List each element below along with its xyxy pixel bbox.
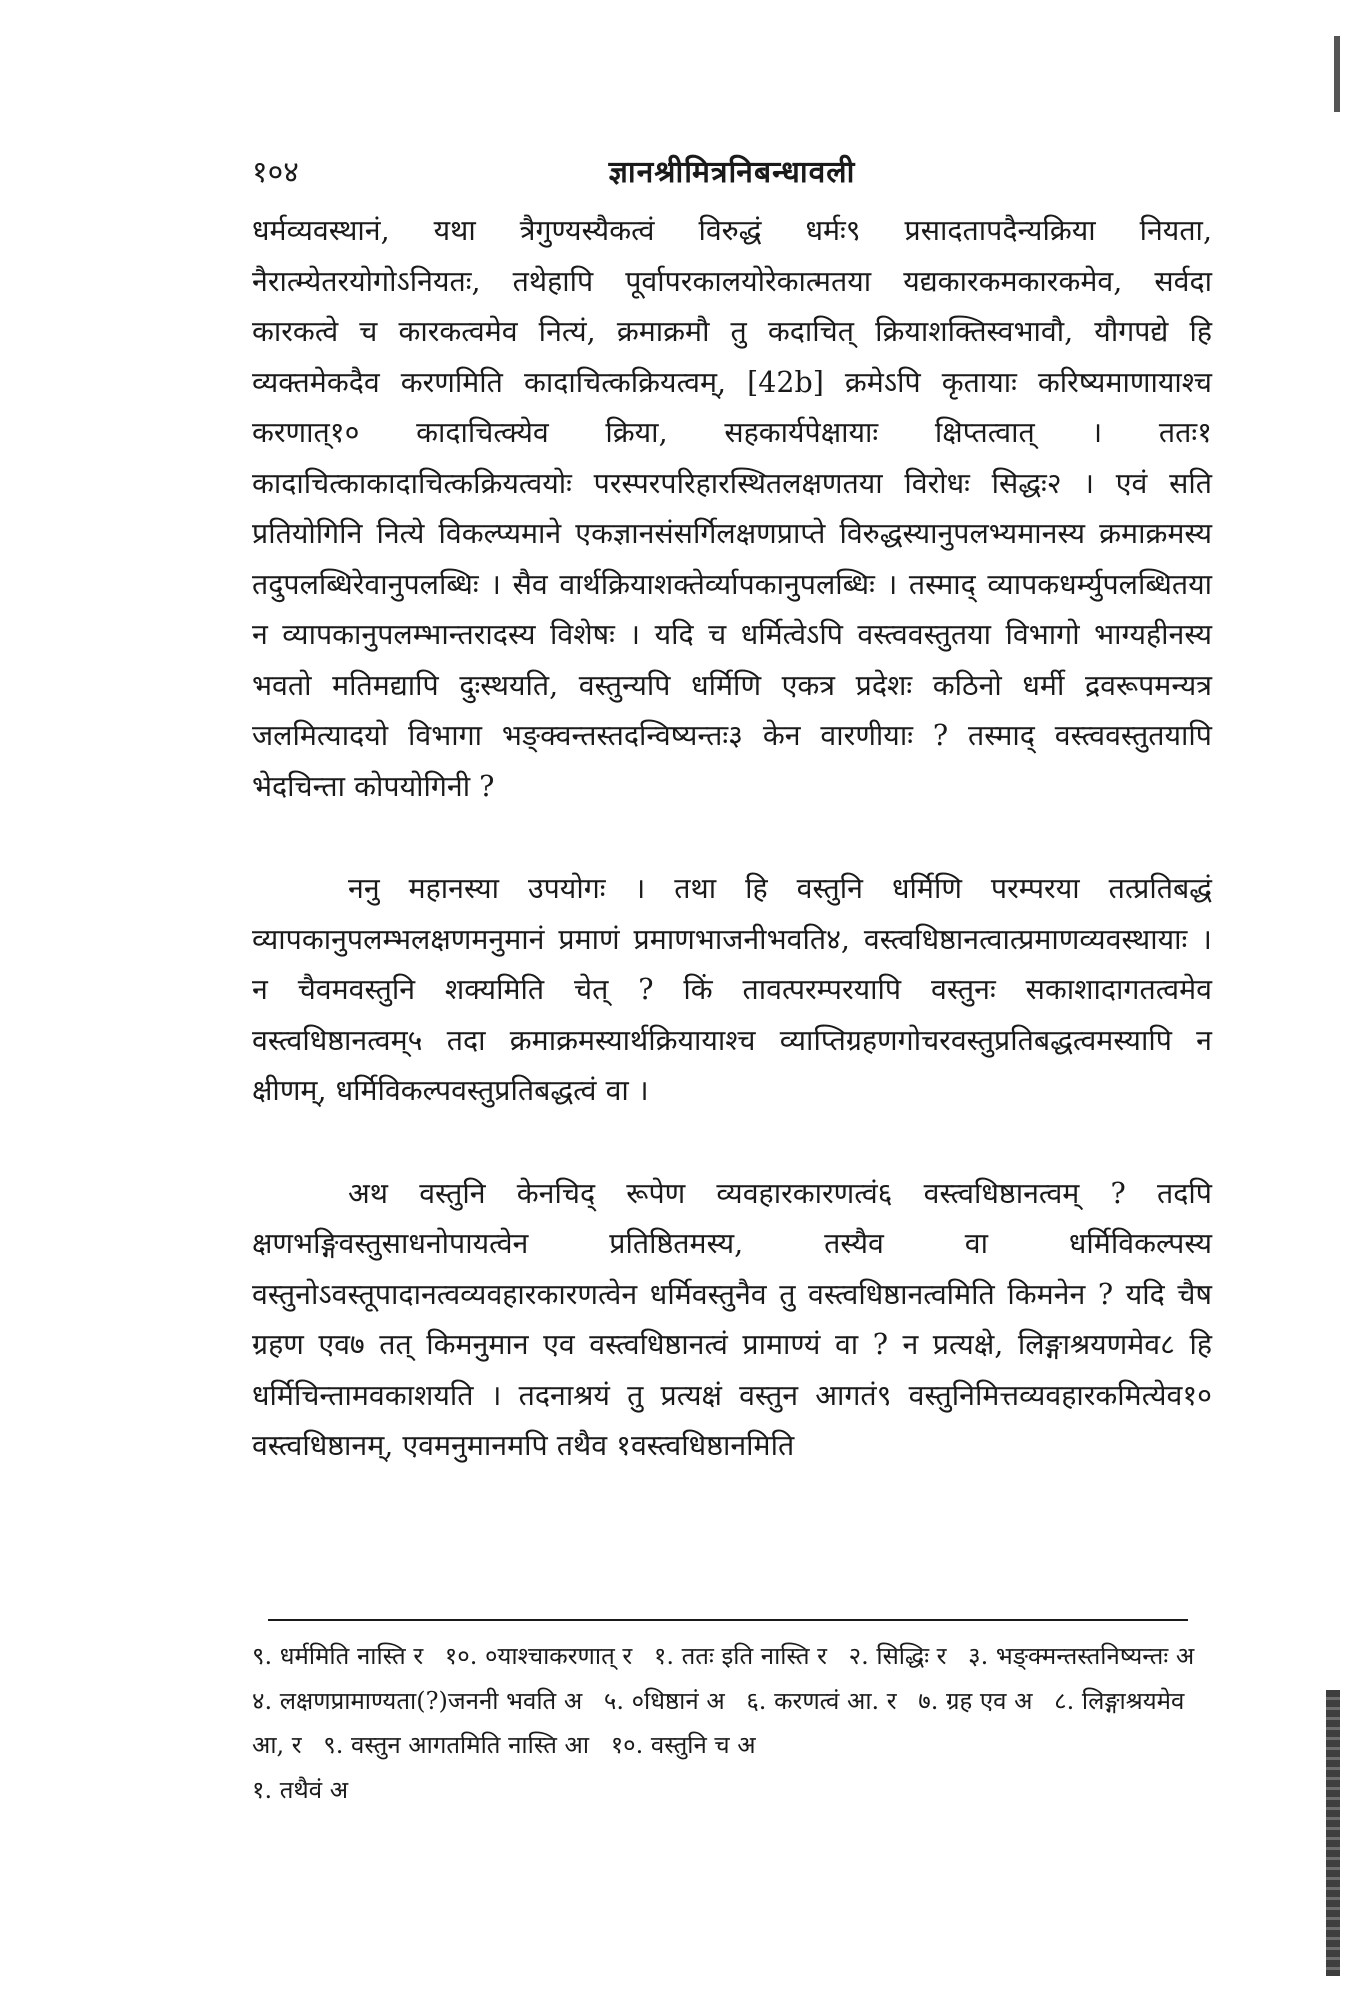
footnote-item: १०. वस्तुनि च अ: [610, 1731, 756, 1759]
scan-edge-mark-bottom: [1326, 1690, 1340, 1976]
paragraph-3: अथ वस्तुनि केनचिद् रूपेण व्यवहारकारणत्वं६ वस्त्वधिष्ठानत्वम् ? तदपि क्षणभङ्गिवस्तुसाधनोपायत्वेन प्रतिष्ठितमस्य, तस्यैव वा धर्मिविकल्पस्य वस्तुनोऽवस्तूपादानत्वव्यवहारकारणत्वेन धर्मिवस्तुनैव तु वस्त्वधिष्ठानत्वमिति किमनेन ? यदि चैष ग्रहण एव७ तत् किमनुमान एव वस्त्वधिष्ठानत्वं प्रामाण्यं वा ? न प्रत्यक्षे, लिङ्गाश्रयणमेव८ हि धर्मिचिन्तामवकाशयति । तदनाश्रयं तु प्रत्यक्षं वस्तुन आगतं९ वस्तुनिमित्तव्यवहारकमित्येव१० वस्त्वधिष्ठानम्, एवमनुमानमपि तथैव १वस्त्वधिष्ठानमिति: [252, 1176, 1212, 1462]
footnote-item: ४. लक्षणप्रामाण्यता(?)जननी भवति अ: [252, 1686, 583, 1715]
footnotes: [252, 1634, 1212, 1812]
footnote-item: १. तथैवं अ: [252, 1775, 349, 1804]
footnote-item: ७. ग्रह एव अ: [918, 1686, 1033, 1715]
page-header: [252, 146, 1212, 196]
footnote-item: २. सिद्धिः र: [848, 1642, 947, 1670]
footnote-item: १. ततः इति नास्ति र: [653, 1642, 827, 1670]
footnote-divider: [268, 1619, 1188, 1621]
paragraph-1: धर्मव्यवस्थानं, यथा त्रैगुण्यस्यैकत्वं विरुद्धं धर्मः९ प्रसादतापदैन्यक्रिया नियता, नैरात्म्येतरयोगोऽनियतः, तथेहापि पूर्वापरकालयोरेकात्मतया यद्यकारकमकारकमेव, सर्वदा कारकत्वे च कारकत्वमेव नित्यं, क्रमाक्रमौ तु कदाचित् क्रियाशक्तिस्वभावौ, यौगपद्ये हि व्यक्तमेकदैव करणमिति कादाचित्कक्रियत्वम्, [42b] क्रमेऽपि कृतायाः करिष्यमाणायाश्च करणात्१० कादाचित्क्येव क्रिया, सहकार्यपेक्षायाः क्षिप्तत्वात् । ततः१ कादाचित्काकादाचित्कक्रियत्वयोः परस्परपरिहारस्थितलक्षणतया विरोधः सिद्धः२ । एवं सति प्रतियोगिनि नित्ये विकल्प्यमाने एकज्ञानसंसर्गिलक्षणप्राप्ते विरुद्धस्यानुपलभ्यमानस्य क्रमाक्रमस्य तदुपलब्धिरेवानुपलब्धिः । सैव वार्थक्रियाशक्तेर्व्यापकानुपलब्धिः । तस्माद् व्यापकधर्म्युपलब्धितया न व्यापकानुपलम्भान्तरादस्य विशेषः । यदि च धर्मित्वेऽपि वस्त्ववस्तुतया विभागो भाग्यहीनस्य भवतो मतिमद्यापि दुःस्थयति, वस्तुन्यपि धर्मिणि एकत्र प्रदेशः कठिनो धर्मी द्रवरूपमन्यत्र जलमित्यादयो विभागा भङ्क्वन्तस्तदन्विष्यन्तः३ केन वारणीयाः ? तस्माद् वस्त्ववस्तुतयापि भेदचिन्ता कोपयोगिनी ?: [252, 214, 1212, 803]
main-text: [252, 206, 1212, 1472]
footnote-item: ९. धर्ममिति नास्ति र: [252, 1642, 424, 1670]
footnote-item: ८. लिङ्गाश्रयमेव आ, र: [252, 1686, 1185, 1759]
footnote-item: ५. ०धिष्ठानं अ: [603, 1686, 725, 1715]
scan-edge-mark-top: [1334, 36, 1340, 112]
footnote-item: ९. वस्तुन आगतमिति नास्ति आ: [323, 1731, 590, 1759]
paragraph-2: ननु महानस्या उपयोगः । तथा हि वस्तुनि धर्मिणि परम्परया तत्प्रतिबद्धं व्यापकानुपलम्भलक्षणमनुमानं प्रमाणं प्रमाणभाजनीभवति४, वस्त्वधिष्ठानत्वात्प्रमाणव्यवस्थायाः । न चैवमवस्तुनि शक्यमिति चेत् ? किं तावत्परम्परयापि वस्तुनः सकाशादागतत्वमेव वस्त्वधिष्ठानत्वम्५ तदा क्रमाक्रमस्यार्थक्रियायाश्च व्याप्तिग्रहणगोचरवस्तुप्रतिबद्धत्वमस्यापि न क्षीणम्, धर्मिविकल्पवस्तुप्रतिबद्धत्वं वा ।: [252, 872, 1212, 1107]
page-number: १०४: [252, 155, 299, 190]
footnote-item: ६. करणत्वं आ. र: [746, 1686, 897, 1715]
running-title: ज्ञानश्रीमित्रनिबन्धावली: [608, 155, 856, 190]
footnote-item: १०. ०याश्चाकरणात् र: [444, 1642, 633, 1670]
footnote-item: ३. भङ्क्मन्तस्तनिष्यन्तः अ: [968, 1642, 1195, 1670]
